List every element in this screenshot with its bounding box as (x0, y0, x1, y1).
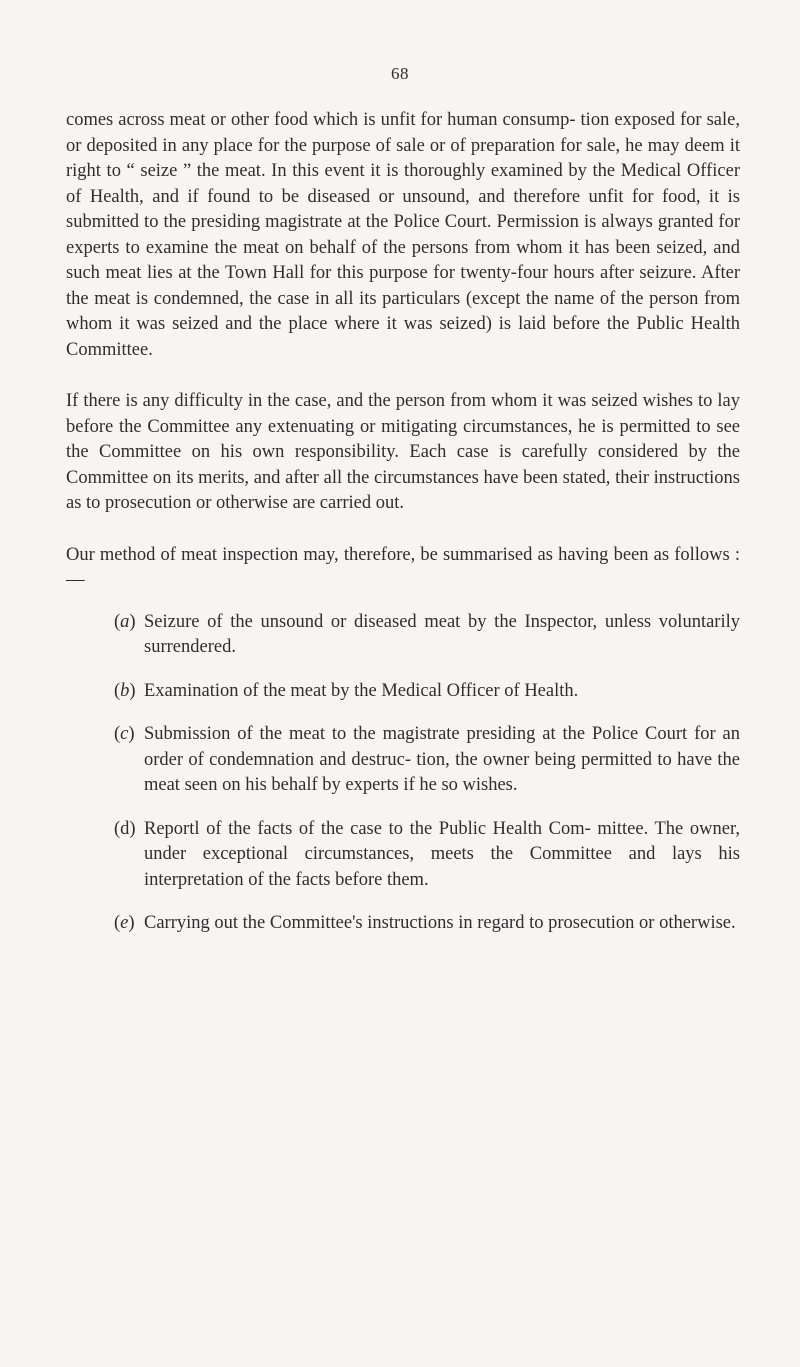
list-marker: (b) (114, 680, 136, 701)
list-item-d (114, 817, 740, 894)
list-marker: (d) (114, 818, 136, 839)
list-item-text: Submission of the meat to the magistrate presiding at the Police Court for an order of condemnation and destruc- tion, the owner being permitted to have the meat seen on his behalf by experts if he so wishes. (144, 724, 740, 795)
list-item-text: Examination of the meat by the Medical Officer of Health. (144, 680, 579, 701)
list-item-a (114, 610, 740, 661)
paragraph-difficulty: If there is any difficulty in the case, and the person from whom it was seized wishes to lay before the Committee any extenuating or mitigating circumstances, he is permitted to see the Committee on his own responsibility. Each case is carefully considered by the Committee on its merits, and after all the circumstances have been stated, their instructions as to prosecution or otherwise are carried out. (66, 391, 740, 513)
paragraph-summary-intro: Our method of meat inspection may, therefore, be summarised as having been as follows :— (66, 544, 740, 590)
list-item-c (114, 722, 740, 799)
list-marker: (e) (114, 913, 135, 933)
list-marker: (c) (114, 724, 135, 744)
list-item-text: Carrying out the Committee's instructions in regard to prosecution or otherwise. (144, 913, 736, 933)
paragraph-seizure-procedure: comes across meat or other food which is unfit for human consump- tion exposed for sale, or deposited in any place for the purpose of sale or of preparation for sale, he may deem it right to “ seize ” the meat. In this event it is thoroughly examined by the Medical Officer of Health, and if found to be diseased or unsound, and therefore unfit for food, it is submitted to the presiding magistrate at the Police Court. Permission is always granted for experts to examine the meat on behalf of the persons from whom it has been seized, and such meat lies at the Town Hall for this purpose for twenty-four hours after seizure. After the meat is condemned, the case in all its particulars (except the name of the person from whom it was seized and the place where it was seized) is laid before the Public Health Committee. (66, 110, 740, 360)
list-marker: (a) (114, 611, 136, 632)
body-text (66, 108, 740, 937)
list-item-text: Seizure of the unsound or diseased meat by the Inspector, unless voluntarily surrendered. (144, 611, 740, 657)
list-item-b (114, 679, 740, 705)
list-item-e (114, 911, 740, 937)
page-number: 68 (391, 64, 409, 83)
list-item-text: Reportl of the facts of the case to the Public Health Com- mittee. The owner, under exceptional circumstances, meets the Committee and lays his interpretation of the facts before them. (144, 818, 740, 890)
